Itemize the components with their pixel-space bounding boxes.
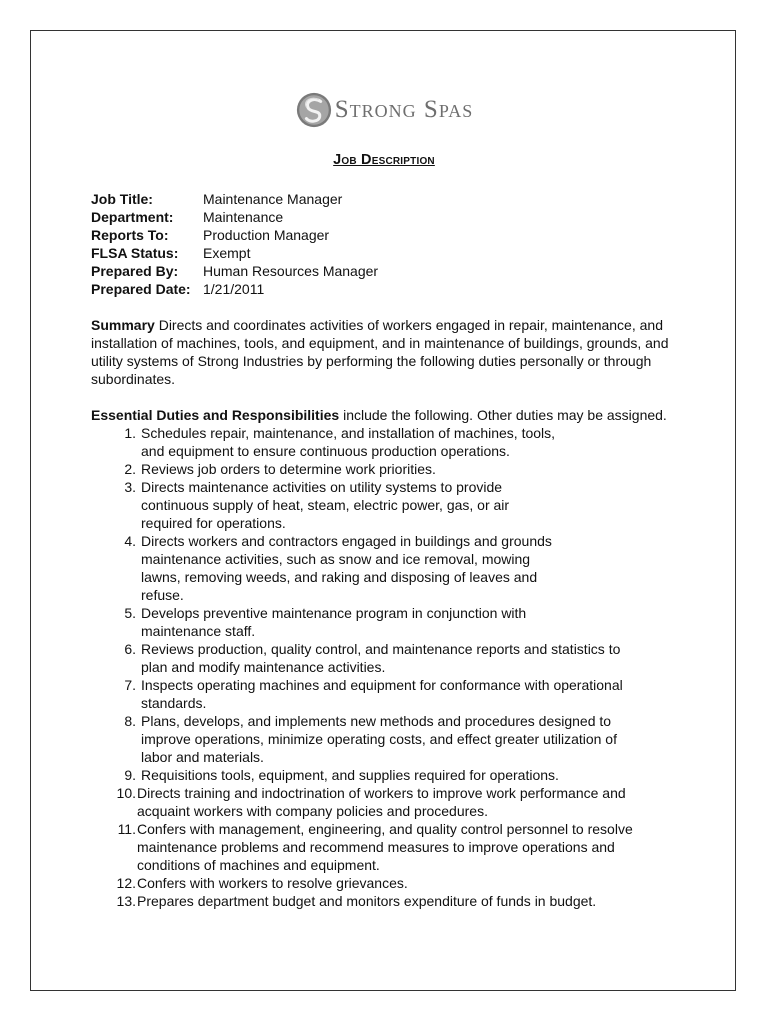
duties-intro-paragraph — [91, 406, 691, 424]
duty-number: 13. — [116, 893, 136, 909]
duties-intro: include the following. Other duties may be assigned. — [339, 407, 667, 423]
duty-text: Directs maintenance activities on utility systems to provide — [141, 479, 503, 495]
duty-item — [91, 712, 691, 766]
duty-item — [91, 532, 691, 604]
duty-text-block — [136, 460, 436, 478]
duty-item — [91, 784, 691, 820]
field-row — [91, 244, 691, 262]
duty-text-continuation: improve operations, minimize operating costs, and effect greater utilization of — [141, 731, 617, 747]
duty-item — [91, 460, 691, 478]
duty-text-continuation: standards. — [141, 695, 207, 711]
duty-number: 11. — [117, 821, 136, 837]
duty-text-block — [136, 424, 555, 460]
duty-item — [91, 424, 691, 460]
duty-text-continuation: plan and modify maintenance activities. — [141, 659, 386, 675]
duty-text: Reviews production, quality control, and maintenance reports and statistics to — [141, 641, 621, 657]
duty-number: 8. — [124, 713, 136, 729]
duty-item — [91, 874, 691, 892]
duty-text-block — [136, 640, 620, 676]
duty-text: Schedules repair, maintenance, and installation of machines, tools, — [141, 425, 556, 441]
duty-text: Directs workers and contractors engaged in buildings and grounds — [141, 533, 552, 549]
field-row — [91, 226, 691, 244]
duty-item — [91, 766, 691, 784]
field-label: Reports To: — [91, 227, 169, 243]
field-row — [91, 190, 691, 208]
duty-text: Requisitions tools, equipment, and supplies required for operations. — [141, 767, 559, 783]
field-value: Production Manager — [203, 227, 330, 243]
summary-heading: Summary — [91, 317, 155, 333]
duty-text-block — [136, 532, 552, 604]
duty-text-block — [136, 766, 559, 784]
duty-item — [91, 640, 691, 676]
field-value: Human Resources Manager — [203, 263, 379, 279]
summary-text: Directs and coordinates activities of workers engaged in repair, maintenance, and installation of machines, tools, and equipment, and in maintenance of buildings, grounds, and utility systems of Strong Industries by performing the following duties personally or through subordinates. — [91, 317, 669, 387]
duty-text-continuation: refuse. — [141, 587, 184, 603]
duties-list — [91, 424, 691, 910]
field-value: Maintenance — [203, 209, 284, 225]
duty-text-block — [136, 676, 623, 712]
duty-text-block — [136, 874, 408, 892]
duty-text: Develops preventive maintenance program in conjunction with — [141, 605, 527, 621]
field-label: Prepared Date: — [91, 281, 191, 297]
field-label: Job Title: — [91, 191, 153, 207]
field-label: Department: — [91, 209, 174, 225]
field-value: Maintenance Manager — [203, 191, 343, 207]
field-row — [91, 280, 691, 298]
duty-text: Inspects operating machines and equipment for conformance with operational — [141, 677, 623, 693]
duty-text: Confers with management, engineering, and quality control personnel to resolve — [137, 821, 633, 837]
duty-item — [91, 892, 691, 910]
duties-heading: Essential Duties and Responsibilities — [91, 407, 340, 423]
duty-text-continuation: continuous supply of heat, steam, electric power, gas, or air — [141, 497, 510, 513]
duty-text-block — [136, 892, 596, 910]
duty-text-continuation: labor and materials. — [141, 749, 264, 765]
duty-number: 2. — [124, 461, 136, 477]
duty-text-block — [136, 604, 526, 640]
job-fields — [91, 190, 691, 298]
document-body — [91, 190, 691, 910]
field-row — [91, 208, 691, 226]
duty-text: Confers with workers to resolve grievances. — [137, 875, 408, 891]
field-value: 1/21/2011 — [203, 281, 265, 297]
field-label: Prepared By: — [91, 263, 179, 279]
field-value: Exempt — [203, 245, 251, 261]
duty-number: 3. — [124, 479, 136, 495]
duty-number: 6. — [124, 641, 136, 657]
duty-number: 12. — [116, 875, 136, 891]
duty-text-continuation: conditions of machines and equipment. — [137, 857, 380, 873]
company-logo — [0, 91, 768, 129]
logo-text: Strong Spas — [334, 96, 474, 123]
duty-item — [91, 820, 691, 874]
duty-text-block — [136, 478, 509, 532]
duty-number: 9. — [124, 767, 136, 783]
duty-text-continuation: maintenance problems and recommend measures to improve operations and — [137, 839, 615, 855]
duty-text-continuation: required for operations. — [141, 515, 286, 531]
duty-text: Plans, develops, and implements new methods and procedures designed to — [141, 713, 612, 729]
duty-number: 1. — [124, 425, 136, 441]
duty-number: 5. — [124, 605, 136, 621]
duty-text-continuation: lawns, removing weeds, and raking and disposing of leaves and — [141, 569, 538, 585]
duty-text-block — [136, 820, 633, 874]
document-title: Job Description — [333, 152, 435, 168]
duty-number: 10. — [116, 785, 136, 801]
field-label: FLSA Status: — [91, 245, 179, 261]
duty-text-block — [136, 784, 626, 820]
duty-text: Prepares department budget and monitors expenditure of funds in budget. — [137, 893, 597, 909]
duty-item — [91, 676, 691, 712]
summary-paragraph — [91, 316, 691, 388]
duty-item — [91, 478, 691, 532]
duty-text-block — [136, 712, 617, 766]
duty-number: 7. — [124, 677, 136, 693]
duty-text-continuation: maintenance activities, such as snow and ice removal, mowing — [141, 551, 531, 567]
duty-text: Directs training and indoctrination of workers to improve work performance and — [137, 785, 626, 801]
duties-section — [91, 406, 691, 910]
duty-item — [91, 604, 691, 640]
duty-number: 4. — [124, 533, 136, 549]
duty-text-continuation: and equipment to ensure continuous production operations. — [141, 443, 510, 459]
duty-text: Reviews job orders to determine work priorities. — [141, 461, 436, 477]
duty-text-continuation: maintenance staff. — [141, 623, 256, 639]
duty-text-continuation: acquaint workers with company policies and procedures. — [137, 803, 488, 819]
spa-swirl-icon — [295, 91, 333, 129]
field-row — [91, 262, 691, 280]
